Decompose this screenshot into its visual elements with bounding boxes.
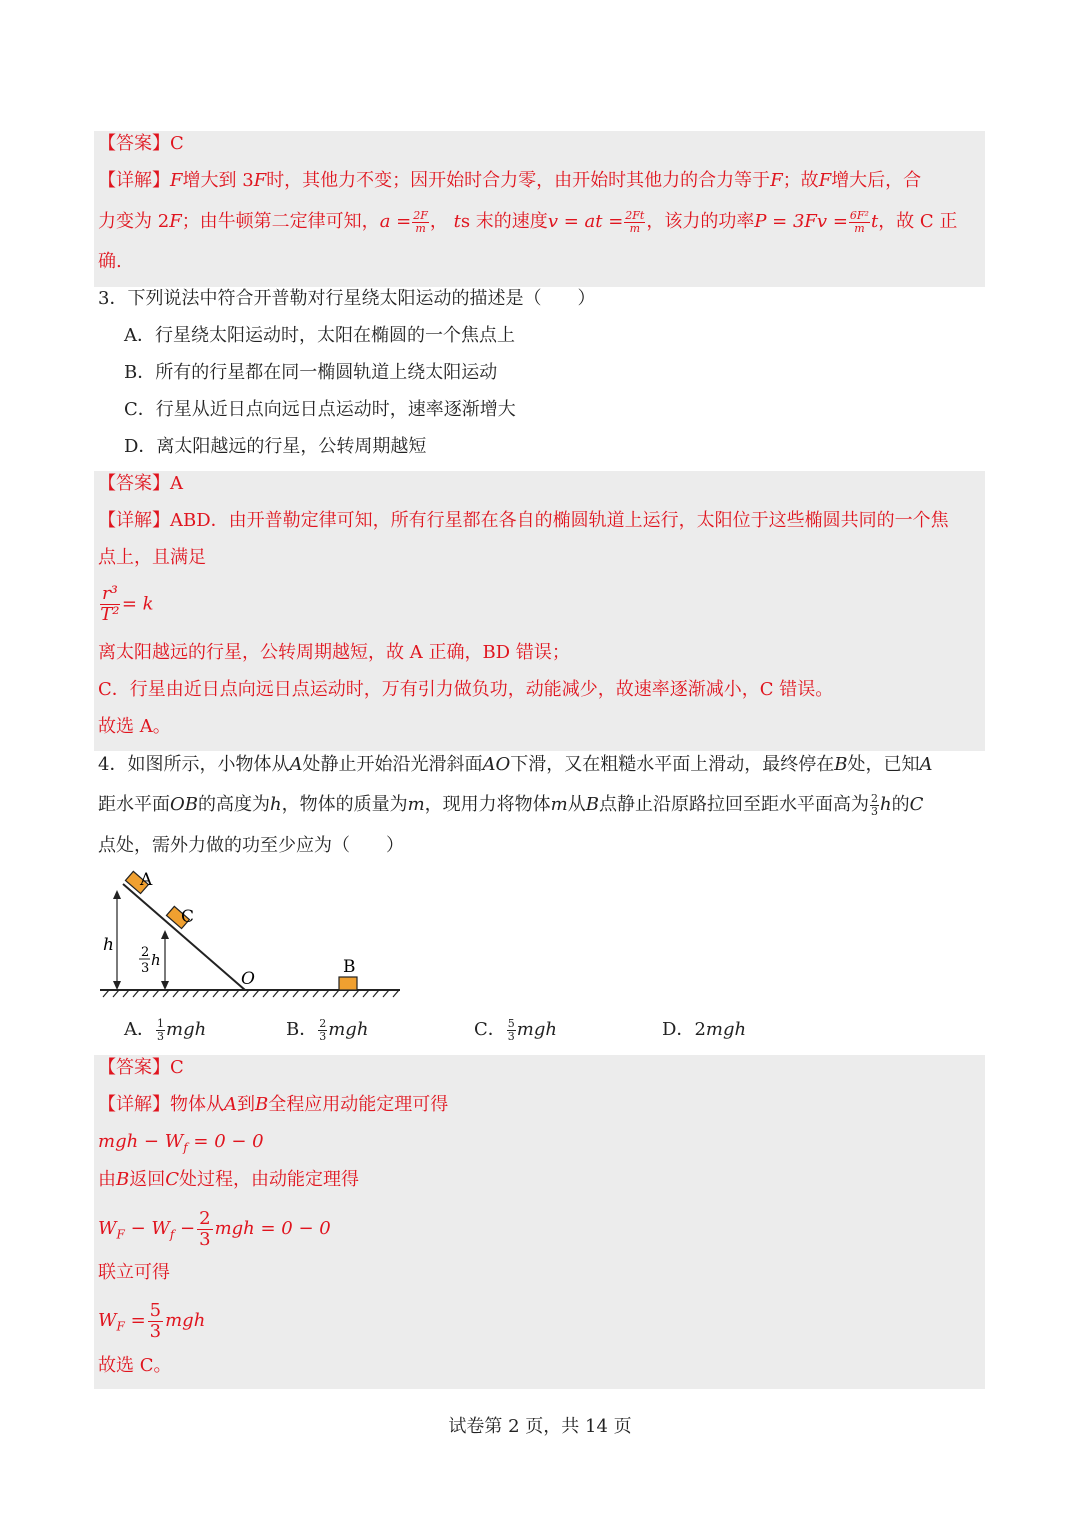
- hatch-mark: [343, 990, 349, 997]
- label-c: C: [181, 907, 195, 927]
- q4-detail-1: 【详解】物体从A到B全程应用动能定理可得: [98, 1094, 449, 1115]
- hatch-mark: [233, 990, 239, 997]
- q3-detail-2: 点上，且满足: [98, 547, 206, 568]
- hatch-mark: [123, 990, 129, 997]
- hatch-mark: [113, 990, 119, 997]
- q4-detail-4: 故选 C。: [98, 1355, 172, 1376]
- q3-option-c: C．行星从近日点向远日点运动时，速率逐渐增大: [124, 399, 516, 420]
- hatch-mark: [143, 990, 149, 997]
- q4-detail-3: 联立可得: [98, 1262, 170, 1283]
- hatch-mark: [103, 990, 109, 997]
- hatch-mark: [223, 990, 229, 997]
- hatch-mark: [313, 990, 319, 997]
- incline-figure: [95, 868, 405, 1000]
- hatch-mark: [193, 990, 199, 997]
- q2-detail-line2: 力变为 2F；由牛顿第二定律可知，a = $\frac{2F}{m}$ ， ts 末的速度v = at = $\frac{2Ft}{m}$ ，该力的功率P = 3Fv = $\frac{\text{6F²}}{m}$ t，故 C 正: [98, 208, 958, 235]
- hatch-mark: [163, 990, 169, 997]
- hatch-mark: [263, 990, 269, 997]
- hatch-mark: [283, 990, 289, 997]
- q4-equation-2: $W_F - W_f$ − $\frac{2}{3}$ mgh = 0 − 0: [98, 1207, 331, 1250]
- hatch-mark: [363, 990, 369, 997]
- hatch-mark: [323, 990, 329, 997]
- q4-equation-1: mgh − $W_f = 0 - 0$: [98, 1131, 264, 1155]
- label-b: B: [343, 957, 356, 977]
- fraction: $\frac{2F}{m}$: [413, 208, 428, 235]
- fraction: $\frac{\text{r³}}{\text{T²}}$: [100, 583, 120, 625]
- hatch-mark: [183, 990, 189, 997]
- label-a: A: [140, 870, 153, 890]
- hatch-mark: [253, 990, 259, 997]
- q3-option-d: D．离太阳越远的行星，公转周期越短: [124, 436, 427, 457]
- q3-detail-4: C．行星由近日点向远日点运动时，万有引力做负功，动能减少，故速率逐渐减小，C 错误。: [98, 679, 834, 700]
- hatch-mark: [293, 990, 299, 997]
- q3-stem: 3．下列说法中符合开普勒对行星绕太阳运动的描述是（ ）: [98, 288, 596, 309]
- q4-option-d: D．2mgh: [662, 1019, 747, 1040]
- hatch-mark: [173, 990, 179, 997]
- hatch-mark: [203, 990, 209, 997]
- hatch-mark: [243, 990, 249, 997]
- hatch-mark: [353, 990, 359, 997]
- hatch-mark: [373, 990, 379, 997]
- block-b: [339, 977, 357, 990]
- q3-answer: 【答案】A: [98, 473, 183, 494]
- hatch-mark: [153, 990, 159, 997]
- label-23-den: 3: [141, 961, 150, 976]
- hatch-mark: [303, 990, 309, 997]
- q3-detail-5: 故选 A。: [98, 716, 171, 737]
- label-23-h: h: [151, 951, 161, 969]
- hatch-mark: [333, 990, 339, 997]
- q4-option-a: A． $\frac{1}{3}$ mgh: [124, 1016, 207, 1043]
- q2-detail-line1: 【详解】F增大到 3F时，其他力不变；因开始时合力零，由开始时其他力的合力等于F；故F增大后，合: [98, 170, 922, 191]
- fraction: $\frac{2Ft}{m}$: [625, 208, 645, 235]
- q3-option-b: B．所有的行星都在同一椭圆轨道上绕太阳运动: [124, 362, 498, 383]
- q4-equation-3: $W_F$ = $\frac{5}{3}$ mgh: [98, 1299, 206, 1342]
- hatch-mark: [383, 990, 389, 997]
- q4-stem-line1: 4．如图所示，小物体从A处静止开始沿光滑斜面AO下滑，又在粗糙水平面上滑动，最终停在B处，已知A: [98, 754, 933, 775]
- hatch-mark: [393, 990, 399, 997]
- fraction: $\frac{\text{6F²}}{m}$: [849, 208, 869, 235]
- label-23-num: 2: [141, 945, 150, 960]
- q4-option-b: B． $\frac{2}{3}$ mgh: [286, 1016, 369, 1043]
- q4-stem-line2: 距水平面OB的高度为h，物体的质量为m，现用力将物体m从B点静止沿原路拉回至距水平面高为 $\frac{2}{3}$ h的C: [98, 791, 924, 818]
- q4-answer: 【答案】C: [98, 1057, 184, 1078]
- q4-detail-2: 由B返回C处过程，由动能定理得: [98, 1169, 360, 1190]
- page-footer: 试卷第 2 页，共 14 页: [448, 1416, 632, 1437]
- q2-detail-line3: 确.: [98, 251, 122, 272]
- q3-detail-3: 离太阳越远的行星，公转周期越短，故 A 正确，BD 错误；: [98, 642, 570, 663]
- q4-option-c: C． $\frac{5}{3}$ mgh: [474, 1016, 557, 1043]
- hatch-mark: [133, 990, 139, 997]
- label-h: h: [103, 935, 114, 955]
- q3-kepler-equation: $\frac{\text{r³}}{\text{T²}}$ = k: [100, 583, 154, 625]
- hatch-mark: [273, 990, 279, 997]
- q3-option-a: A．行星绕太阳运动时，太阳在椭圆的一个焦点上: [124, 325, 515, 346]
- q2-answer: 【答案】C: [98, 133, 184, 154]
- q3-detail-1: 【详解】ABD．由开普勒定律可知，所有行星都在各自的椭圆轨道上运行，太阳位于这些椭圆共同的一个焦: [98, 510, 949, 531]
- hatch-mark: [213, 990, 219, 997]
- q4-stem-line3: 点处，需外力做的功至少应为（ ）: [98, 835, 404, 856]
- ground-hatch: [103, 990, 399, 997]
- label-o: O: [241, 969, 255, 989]
- fraction: $\frac{2}{3}$: [870, 791, 878, 818]
